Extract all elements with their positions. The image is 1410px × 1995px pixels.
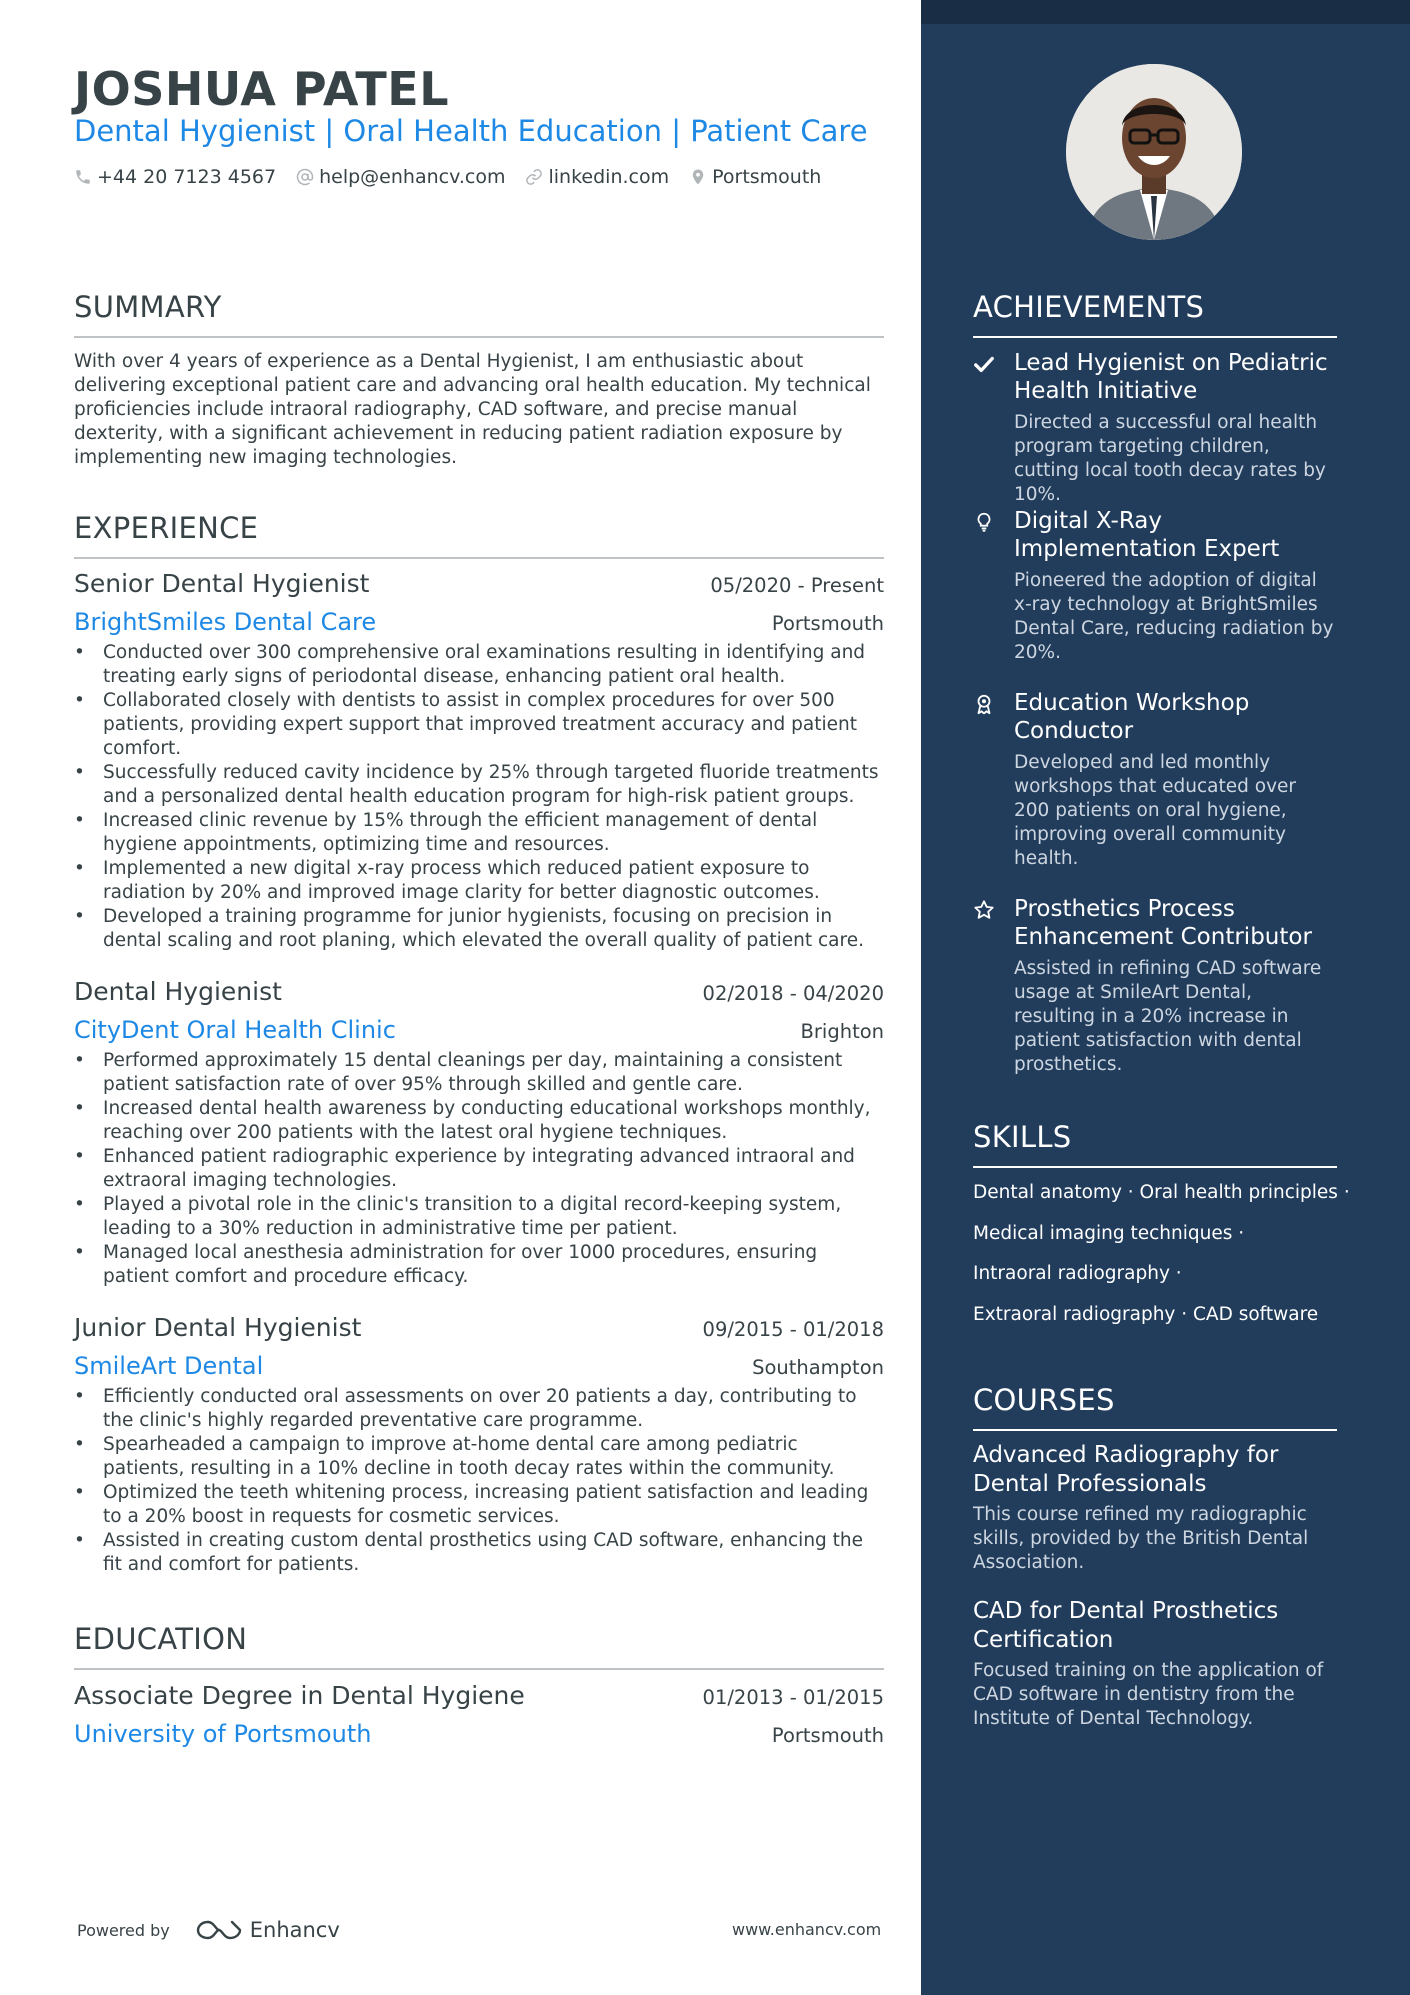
contact-bar xyxy=(74,166,841,188)
bullet-item: • Performed approximately 15 dental cleanings per day, maintaining a consistent patient satisfaction rate of over 95% through skilled and gentle care. xyxy=(74,1049,884,1097)
achievement-title: Education Workshop Conductor xyxy=(1014,690,1250,744)
job-date: 05/2020 - Present xyxy=(710,574,884,597)
skill-line: Dental anatomy · Oral health principles · xyxy=(973,1182,1350,1203)
school-name: University of Portsmouth xyxy=(74,1720,372,1748)
skills-list xyxy=(973,1181,1350,1343)
job-title: Junior Dental Hygienist xyxy=(74,1313,362,1342)
email-text: help@enhancv.com xyxy=(319,166,506,188)
at-sign-icon xyxy=(296,168,314,186)
lightbulb-icon xyxy=(973,511,995,533)
bullet-item: • Enhanced patient radiographic experience by integrating advanced intraoral and extraoral imaging technologies. xyxy=(74,1145,884,1193)
star-icon xyxy=(973,899,995,921)
achievement-item xyxy=(973,349,1337,507)
job-bullets xyxy=(74,641,884,953)
bullet-item: • Optimized the teeth whitening process, increasing patient satisfaction and leading to a 20% boost in requests for cosmetic services. xyxy=(74,1481,884,1529)
achievement-item xyxy=(973,689,1337,871)
location-text: Portsmouth xyxy=(712,166,822,188)
skill-line: Intraoral radiography · xyxy=(973,1263,1182,1284)
bullet-item: • Implemented a new digital x-ray process which reduced patient exposure to radiation by 20% and improved image clarity for better diagnostic outcomes. xyxy=(74,857,884,905)
job-bullets xyxy=(74,1049,884,1289)
courses-heading: COURSES xyxy=(973,1383,1337,1431)
bullet-item: • Spearheaded a campaign to improve at-home dental care among pediatric patients, resulting in a 10% decline in tooth decay rates within the community. xyxy=(74,1433,884,1481)
enhancv-logo[interactable] xyxy=(196,1918,340,1942)
profile-photo-illustration xyxy=(1066,64,1242,240)
course-title: Advanced Radiography for Dental Professionals xyxy=(973,1442,1279,1497)
sidebar-top-strip xyxy=(921,0,1410,24)
experience-heading: EXPERIENCE xyxy=(74,511,884,559)
bullet-item: • Played a pivotal role in the clinic's transition to a digital record-keeping system, leading to a 30% reduction in administrative time per patient. xyxy=(74,1193,884,1241)
job-date: 09/2015 - 01/2018 xyxy=(702,1318,884,1341)
education-date: 01/2013 - 01/2015 xyxy=(702,1686,884,1709)
achievement-item xyxy=(973,895,1337,1077)
sidebar xyxy=(921,0,1410,1995)
bullet-item: • Collaborated closely with dentists to assist in complex procedures for over 500 patients, providing expert support that improved treatment accuracy and patient comfort. xyxy=(74,689,884,761)
bullet-item: • Increased clinic revenue by 15% through the efficient management of dental hygiene appointments, optimizing time and resources. xyxy=(74,809,884,857)
course-desc: Focused training on the application of CAD software in dentistry from the Institute of Dental Technology. xyxy=(973,1660,1324,1729)
location-pin-icon xyxy=(689,168,707,186)
job-date: 02/2018 - 04/2020 xyxy=(702,982,884,1005)
contact-email[interactable] xyxy=(296,166,505,188)
contact-phone[interactable] xyxy=(74,166,276,188)
profile-photo xyxy=(1066,64,1242,240)
phone-text: +44 20 7123 4567 xyxy=(97,166,277,188)
education-entry xyxy=(74,1681,884,1748)
job-location: Brighton xyxy=(800,1020,884,1043)
bullet-item: • Efficiently conducted oral assessments on over 20 patients a day, contributing to the clinic's highly regarded preventative care programme. xyxy=(74,1385,884,1433)
course-title: CAD for Dental Prosthetics Certification xyxy=(973,1598,1279,1653)
education-location: Portsmouth xyxy=(771,1724,884,1747)
achievement-desc: Developed and led monthly workshops that educated over 200 patients on oral hygiene, improving overall community health. xyxy=(1014,752,1297,869)
job-location: Southampton xyxy=(752,1356,884,1379)
summary-text: With over 4 years of experience as a Dental Hygienist, I am enthusiastic about delivering exceptional patient care and advancing oral health education. My technical proficiencies include intraoral radiography, CAD software, and precise manual dexterity, with a significant achievement in reducing patient radiation exposure by implementing new imaging technologies. xyxy=(74,351,871,468)
skill-line: Extraoral radiography · CAD software xyxy=(973,1303,1319,1325)
powered-by-text: Powered by xyxy=(77,1920,170,1940)
job-title: Dental Hygienist xyxy=(74,977,282,1006)
bullet-item: • Conducted over 300 comprehensive oral examinations resulting in identifying and treating early signs of periodontal disease, enhancing patient oral health. xyxy=(74,641,884,689)
achievement-title: Prosthetics Process Enhancement Contributor xyxy=(1014,896,1312,950)
job-entry xyxy=(74,569,884,953)
summary-heading: SUMMARY xyxy=(74,290,884,338)
course-desc: This course refined my radiographic skills, provided by the British Dental Association. xyxy=(973,1504,1309,1573)
bullet-item: • Managed local anesthesia administration for over 1000 procedures, ensuring patient comfort and procedure efficacy. xyxy=(74,1241,884,1289)
contact-location xyxy=(689,166,821,188)
achievement-title: Digital X-Ray Implementation Expert xyxy=(1014,508,1280,562)
company-name: BrightSmiles Dental Care xyxy=(74,608,377,636)
award-ribbon-icon xyxy=(973,693,995,715)
achievements-heading: ACHIEVEMENTS xyxy=(973,290,1337,338)
phone-icon xyxy=(74,168,92,186)
bullet-item: • Assisted in creating custom dental prosthetics using CAD software, enhancing the fit and comfort for patients. xyxy=(74,1529,884,1577)
footer-url[interactable]: www.enhancv.com xyxy=(732,1920,882,1939)
enhancv-brand-text: Enhancv xyxy=(249,1918,340,1942)
company-name: SmileArt Dental xyxy=(74,1352,264,1380)
job-title: Senior Dental Hygienist xyxy=(74,569,370,598)
job-entry xyxy=(74,977,884,1289)
achievement-item xyxy=(973,507,1337,665)
bullet-item: • Successfully reduced cavity incidence by 25% through targeted fluoride treatments and a personalized dental health education program for high-risk patient groups. xyxy=(74,761,884,809)
achievement-desc: Assisted in refining CAD software usage at SmileArt Dental, resulting in a 20% increase in patient satisfaction with dental prosthetics. xyxy=(1014,958,1322,1075)
course-item xyxy=(973,1597,1337,1731)
education-heading: EDUCATION xyxy=(74,1622,884,1670)
degree-title: Associate Degree in Dental Hygiene xyxy=(74,1681,525,1710)
course-item xyxy=(973,1441,1337,1575)
linkedin-text: linkedin.com xyxy=(548,166,670,188)
contact-linkedin[interactable] xyxy=(525,166,669,188)
skill-line: Medical imaging techniques · xyxy=(973,1222,1245,1244)
job-bullets xyxy=(74,1385,884,1577)
link-icon xyxy=(525,168,543,186)
candidate-name: JOSHUA PATEL xyxy=(74,62,450,116)
checkmark-icon xyxy=(973,353,995,375)
footer-powered-by xyxy=(77,1918,340,1942)
achievement-desc: Pioneered the adoption of digital x-ray technology at BrightSmiles Dental Care, reducing radiation by 20%. xyxy=(1014,570,1334,663)
skills-heading: SKILLS xyxy=(973,1120,1337,1168)
enhancv-logo-icon xyxy=(196,1918,242,1942)
job-entry xyxy=(74,1313,884,1577)
company-name: CityDent Oral Health Clinic xyxy=(74,1016,396,1044)
bullet-item: • Developed a training programme for junior hygienists, focusing on precision in dental scaling and root planing, which elevated the overall quality of patient care. xyxy=(74,905,884,953)
achievement-desc: Directed a successful oral health program targeting children, cutting local tooth decay rates by 10%. xyxy=(1014,412,1326,505)
bullet-item: • Increased dental health awareness by conducting educational workshops monthly, reaching over 200 patients with the latest oral hygiene techniques. xyxy=(74,1097,884,1145)
headline: Dental Hygienist | Oral Health Education | Patient Care xyxy=(74,114,868,148)
achievement-title: Lead Hygienist on Pediatric Health Initiative xyxy=(1014,350,1328,404)
job-location: Portsmouth xyxy=(771,612,884,635)
